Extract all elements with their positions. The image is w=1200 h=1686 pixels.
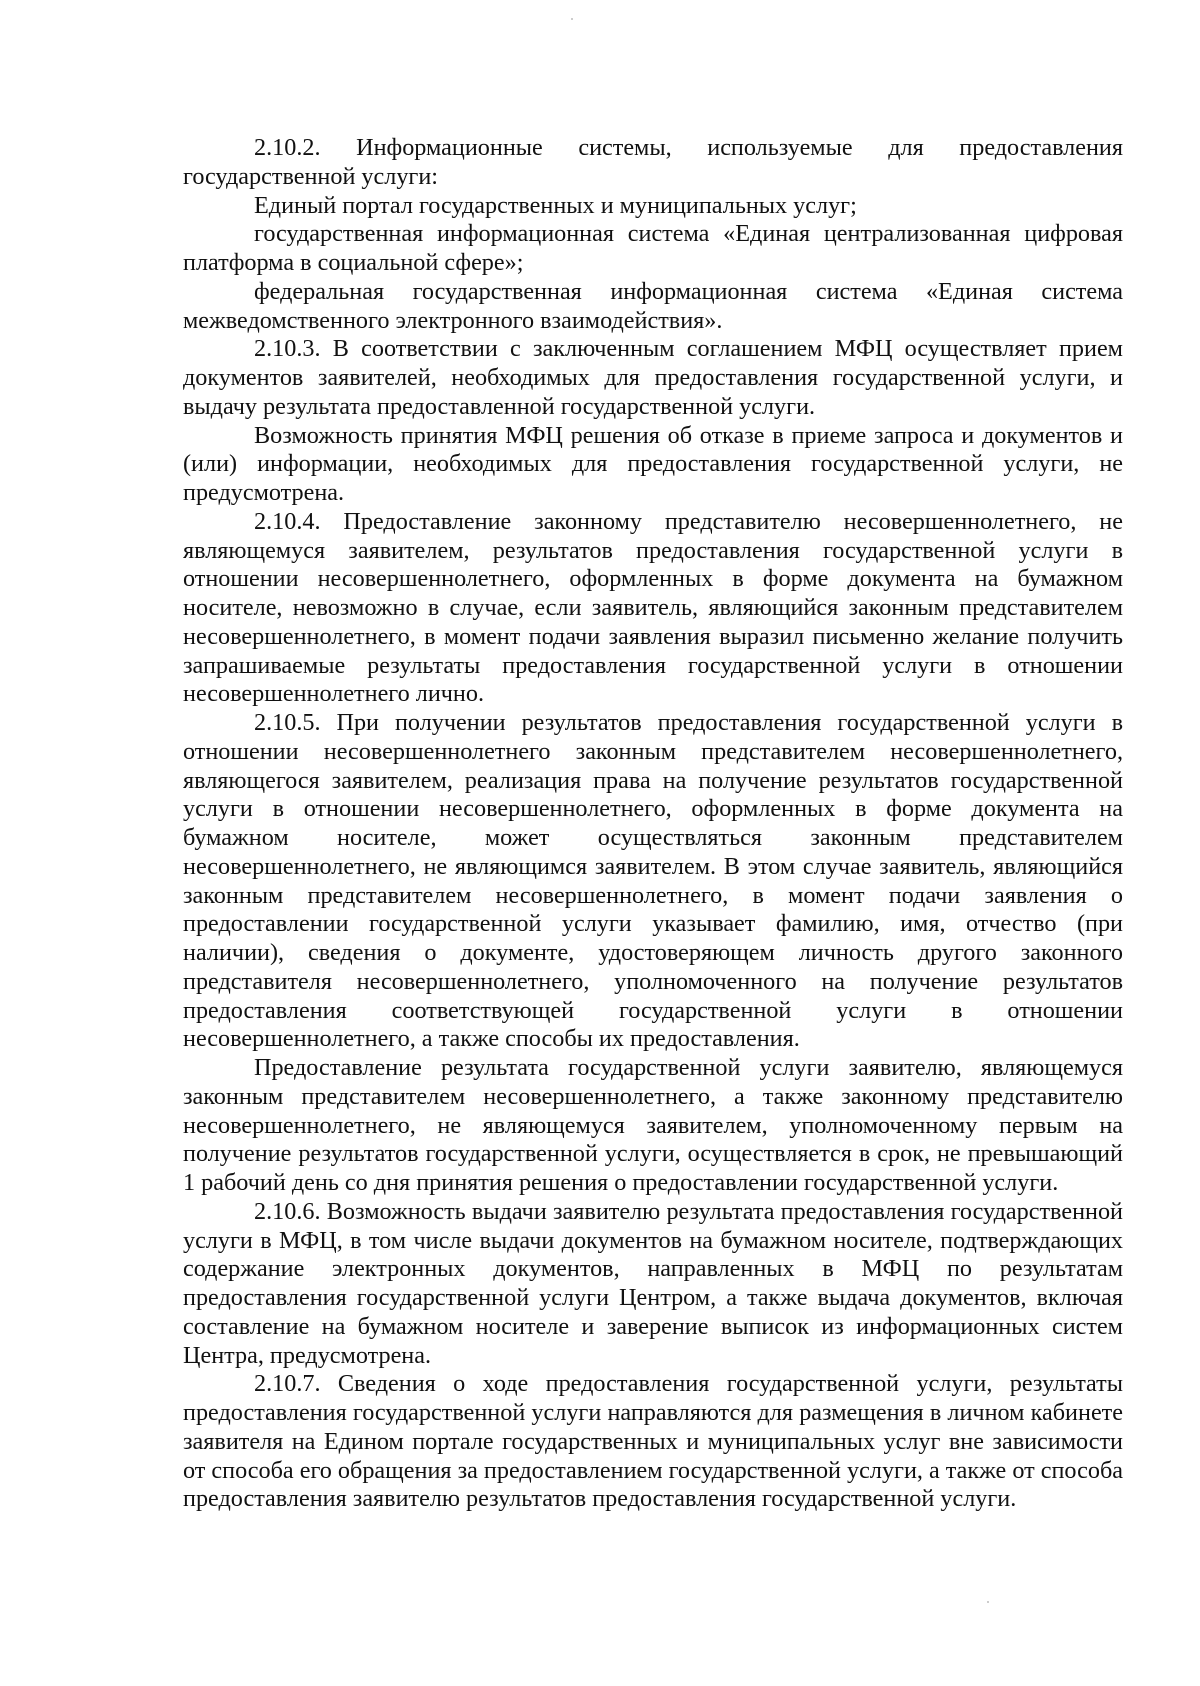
paragraph-mfc-refusal: Возможность принятия МФЦ решения об отказе в приеме запроса и документов и (или) информации, необходимых для предоставления государственной услуги, не предусмотрена. xyxy=(183,421,1123,506)
paragraph-2-10-5: 2.10.5. При получении результатов предоставления государственной услуги в отношении несовершеннолетнего законным представителем несовершеннолетнего, являющегося заявителем, реализация права на получение результатов государственной услуги в отношении несовершеннолетнего, оформленных в форме документа на бумажном носителе, может осуществляться законным представителем несовершеннолетнего, не являющимся заявителем. В этом случае заявитель, являющийся законным представителем несовершеннолетнего, в момент подачи заявления о предоставлении государственной услуги указывает фамилию, имя, отчество (при наличии), сведения о документе, удостоверяющем личность другого законного представителя несовершеннолетнего, уполномоченного на получение результатов предоставления соответствующей государственной услуги в отношении несовершеннолетнего, а также способы их предоставления. xyxy=(183,709,1123,1053)
paragraph-2-10-3: 2.10.3. В соответствии с заключенным соглашением МФЦ осуществляет прием документов заявителей, необходимых для предоставления государственной услуги, и выдачу результата предоставленной государственной услуги. xyxy=(183,335,1123,420)
document-page xyxy=(183,134,1123,1514)
scan-speck xyxy=(571,18,573,20)
paragraph-2-10-7: 2.10.7. Сведения о ходе предоставления государственной услуги, результаты предоставления государственной услуги направляются для размещения в личном кабинете заявителя на Едином портале государственных и муниципальных услуг вне зависимости от способа его обращения за предоставлением государственной услуги, а также от способа предоставления заявителю результатов предоставления государственной услуги. xyxy=(183,1370,1123,1513)
paragraph-result-term: Предоставление результата государственной услуги заявителю, являющемуся законным представителем несовершеннолетнего, а также законному представителю несовершеннолетнего, не являющемуся заявителем, уполномоченному первым на получение результатов государственной услуги, осуществляется в срок, не превышающий 1 рабочий день со дня принятия решения о предоставлении государственной услуги. xyxy=(183,1054,1123,1196)
paragraph-2-10-2: 2.10.2. Информационные системы, используемые для предоставления государственной услуги: xyxy=(183,134,1123,190)
paragraph-2-10-6: 2.10.6. Возможность выдачи заявителю результата предоставления государственной услуги в МФЦ, в том числе выдачи документов на бумажном носителе, подтверждающих содержание электронных документов, направленных в МФЦ по результатам предоставления государственной услуги Центром, а также выдача документов, включая составление на бумажном носителе и заверение выписок из информационных систем Центра, предусмотрена. xyxy=(183,1197,1123,1369)
paragraph-ecp-social: государственная информационная система «Единая централизованная цифровая платформа в социальной сфере»; xyxy=(183,220,1123,276)
paragraph-epgu: Единый портал государственных и муниципальных услуг; xyxy=(254,191,857,219)
paragraph-smev: федеральная государственная информационная система «Единая система межведомственного электронного взаимодействия». xyxy=(183,277,1123,334)
scan-speck xyxy=(987,1601,989,1603)
paragraph-2-10-4: 2.10.4. Предоставление законному представителю несовершеннолетнего, не являющемуся заявителем, результатов предоставления государственной услуги в отношении несовершеннолетнего, оформленных в форме документа на бумажном носителе, невозможно в случае, если заявитель, являющийся законным представителем несовершеннолетнего, в момент подачи заявления выразил письменно желание получить запрашиваемые результаты предоставления государственной услуги в отношении несовершеннолетнего лично. xyxy=(183,507,1123,708)
